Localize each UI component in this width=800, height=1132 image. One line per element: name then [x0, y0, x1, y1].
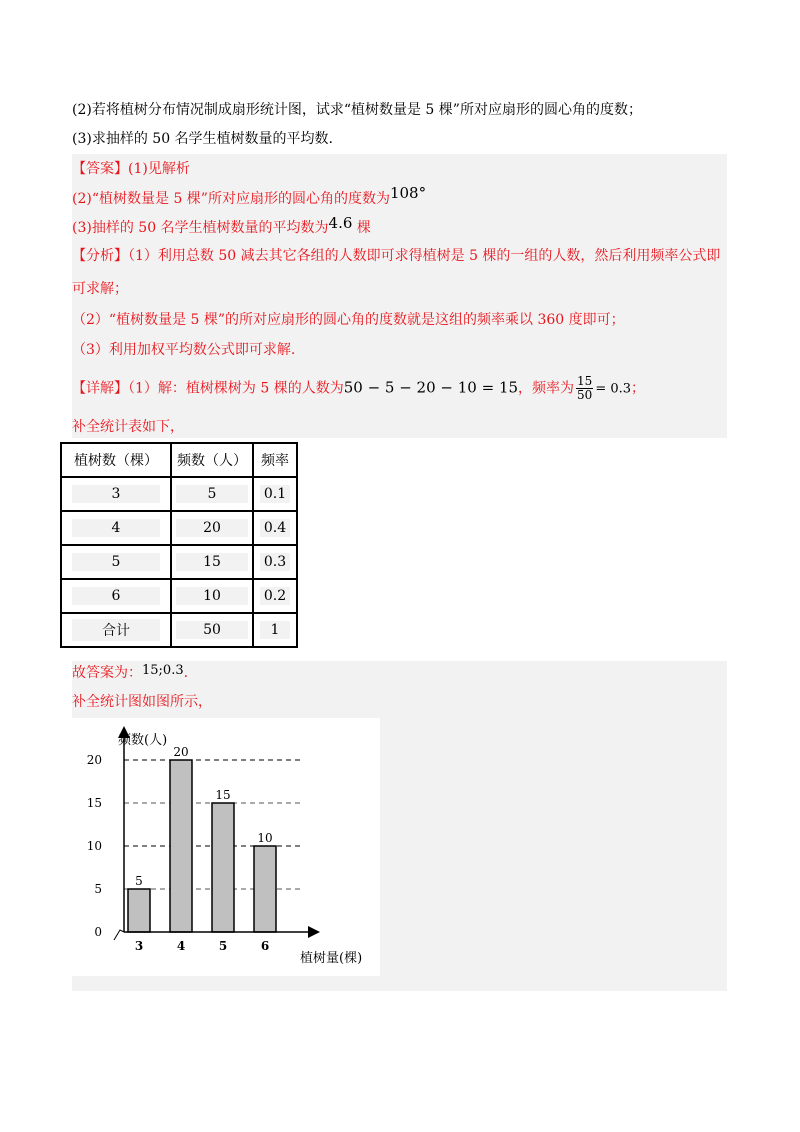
axis-break	[114, 930, 124, 940]
bar-data-label: 20	[173, 745, 189, 759]
analysis-p2: （2）“植树数量是 5 棵”的所对应扇形的圆心角的度数就是这组的频率乘以 360 度即可；	[72, 312, 625, 328]
detail-label: 【详解】	[72, 380, 128, 397]
table-cell: 10	[171, 579, 253, 613]
x-axis-label: 植树量(棵)	[300, 951, 363, 966]
table-row	[61, 511, 297, 545]
fraction-denominator: 50	[577, 388, 593, 402]
table-cell: 0.1	[253, 477, 297, 511]
bar-data-label: 15	[215, 788, 231, 802]
table-header-cell: 频数（人）	[171, 443, 253, 477]
detail-text-2: ，频率为	[518, 380, 575, 397]
table-cell: 0.2	[253, 579, 297, 613]
y-tick-label: 0	[94, 925, 102, 939]
table-header-row	[61, 443, 297, 477]
answer-label: 【答案】	[72, 161, 128, 177]
table-cell: 15	[171, 545, 253, 579]
table-cell: 20	[171, 511, 253, 545]
detail-text-3: ；	[631, 380, 646, 397]
x-tick-label: 4	[176, 939, 186, 953]
analysis-line-1	[72, 246, 720, 266]
table-cell: 4	[61, 511, 171, 545]
answer-line-1	[72, 159, 190, 179]
bar-data-label: 10	[257, 831, 273, 845]
x-tick-label: 3	[134, 939, 144, 953]
answer-2-value: 108°	[389, 184, 427, 202]
table-cell: 合计	[61, 613, 171, 647]
table-total-row	[61, 613, 297, 647]
analysis-p3: （3）利用加权平均数公式即可求解.	[72, 342, 296, 358]
analysis-p1-line1: （1）利用总数 50 减去其它各组的人数即可求得植树是 5 棵的一组的人数，然后利用频率公式即	[128, 248, 721, 264]
table-header-cell: 植树数（棵）	[61, 443, 171, 477]
detail-expression: 50 − 5 − 20 − 10 = 15	[343, 378, 519, 397]
bar	[170, 760, 192, 932]
table-cell: 5	[171, 477, 253, 511]
table-header-cell: 频率	[253, 443, 297, 477]
answer-3-unit: 棵	[356, 220, 371, 236]
x-tick-label: 5	[218, 939, 228, 953]
detail-text-1: （1）解：植树棵树为 5 棵的人数为	[128, 380, 344, 397]
conclusion-suffix: .	[183, 665, 189, 681]
detail-line	[72, 375, 645, 402]
table-cell: 1	[253, 613, 297, 647]
bar	[254, 846, 276, 932]
bar-chart-container	[72, 718, 380, 976]
table-cell: 3	[61, 477, 171, 511]
answer-2-text: (2)“植树数量是 5 棵”所对应扇形的圆心角的度数为	[72, 191, 390, 207]
y-tick-label: 5	[94, 882, 102, 896]
bar-data-label: 5	[135, 874, 143, 888]
fraction-result: = 0.3	[595, 381, 632, 397]
frequency-fraction	[576, 375, 593, 402]
table-row	[61, 579, 297, 613]
bar-chart	[72, 718, 380, 976]
x-tick-label: 6	[260, 939, 270, 953]
analysis-label: 【分析】	[72, 248, 128, 264]
question-2: (2)若将植树分布情况制成扇形统计图，试求“植树数量是 5 棵”所对应扇形的圆心角的度数；	[72, 102, 642, 118]
conclusion-value: 15;0.3	[142, 663, 184, 678]
answer-1: (1)见解析	[128, 161, 190, 177]
fraction-numerator: 15	[577, 374, 593, 388]
table-cell: 0.4	[253, 511, 297, 545]
answer-line-3	[72, 214, 371, 238]
conclusion-prefix: 故答案为：	[72, 665, 142, 681]
answer-line-2	[72, 184, 427, 209]
table-row	[61, 477, 297, 511]
analysis-p1-line2: 可求解；	[72, 281, 128, 297]
y-tick-label: 20	[86, 753, 102, 767]
y-tick-label: 10	[86, 839, 102, 853]
question-3: (3)求抽样的 50 名学生植树数量的平均数.	[72, 131, 333, 147]
table-cell: 0.3	[253, 545, 297, 579]
frequency-table	[60, 442, 298, 648]
table-row	[61, 545, 297, 579]
table-cell: 6	[61, 579, 171, 613]
table-cell: 50	[171, 613, 253, 647]
bar	[212, 803, 234, 932]
y-tick-label: 15	[86, 796, 102, 810]
chart-intro: 补全统计图如图所示，	[72, 694, 212, 710]
answer-conclusion	[72, 663, 188, 684]
table-intro: 补全统计表如下，	[72, 419, 184, 435]
bar	[128, 889, 150, 932]
table-cell: 5	[61, 545, 171, 579]
y-axis-label: 频数(人)	[118, 733, 168, 748]
answer-3-text: (3)抽样的 50 名学生植树数量的平均数为	[72, 220, 329, 236]
answer-3-value: 4.6	[328, 214, 353, 232]
